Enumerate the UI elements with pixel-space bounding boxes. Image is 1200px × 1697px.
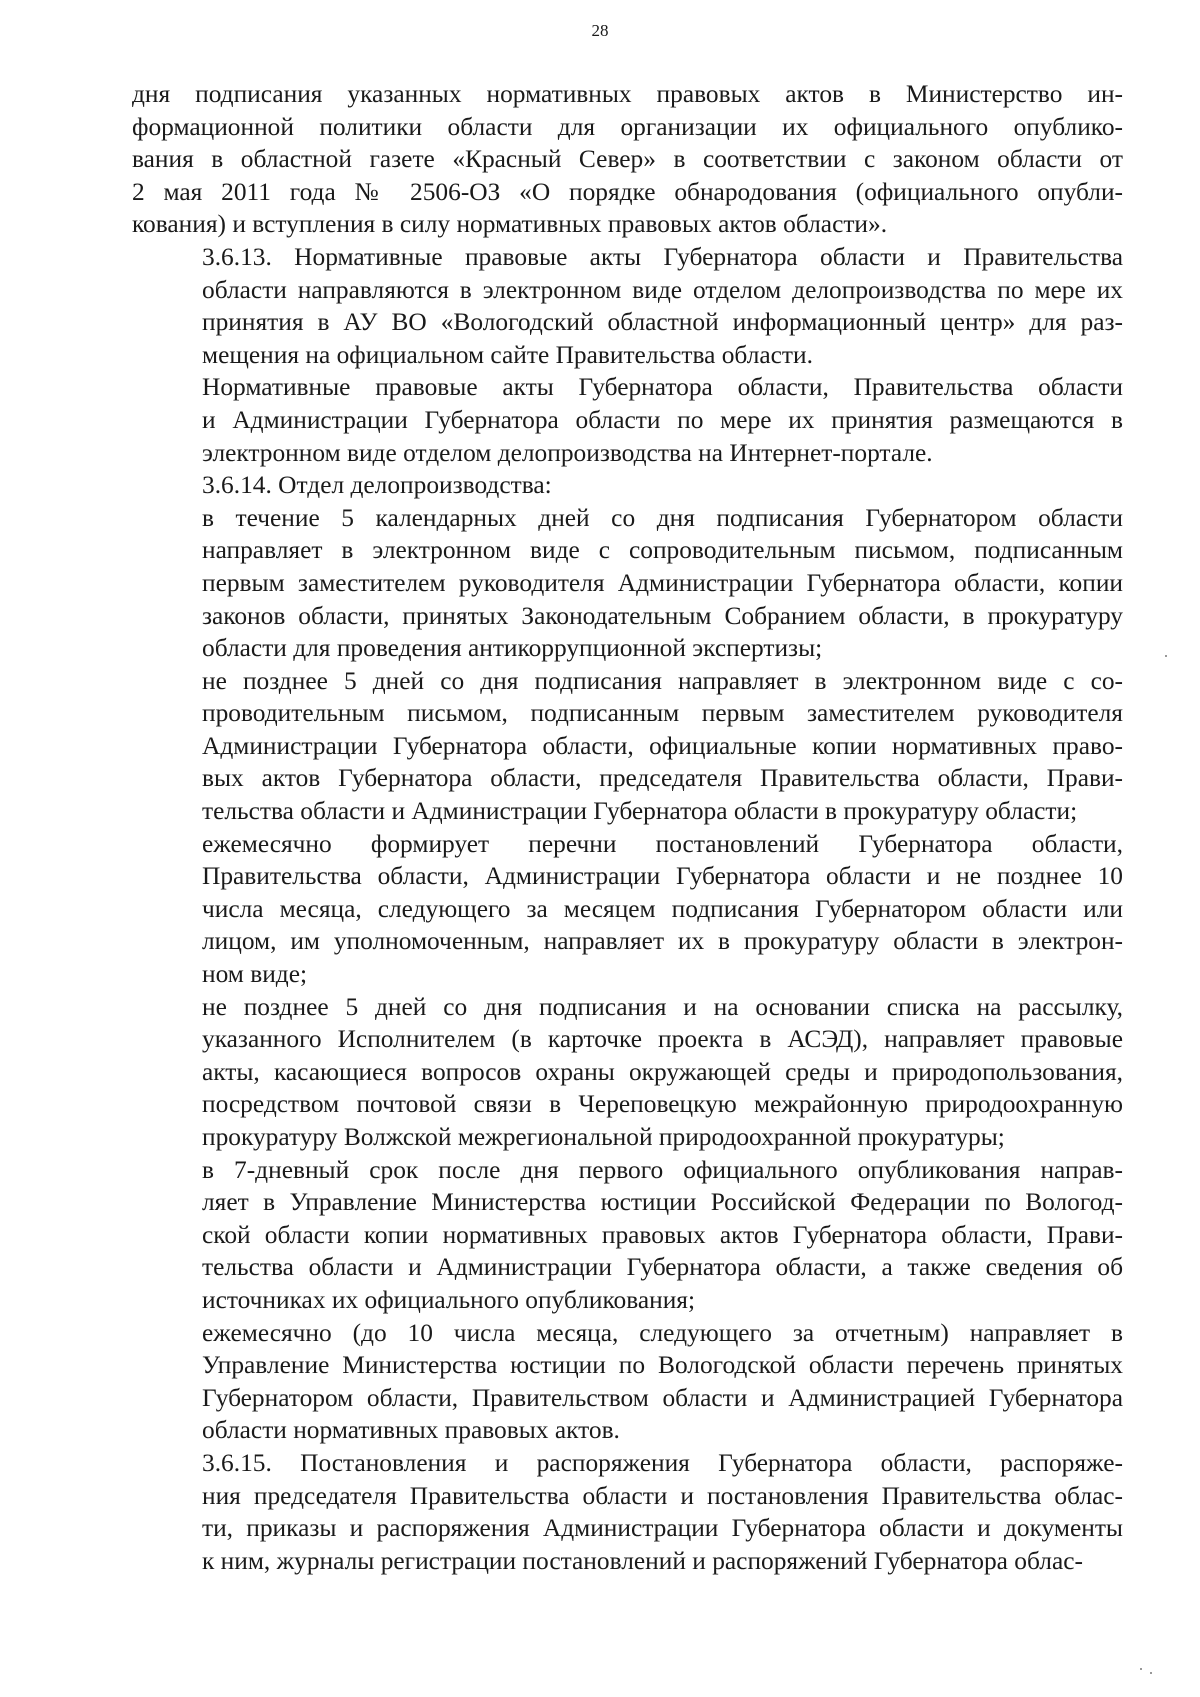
- paragraph: [132, 469, 1123, 502]
- paragraph: [132, 828, 1123, 991]
- text-line: не позднее 5 дней со дня подписания направляет в электронном виде с со-: [202, 666, 1123, 695]
- text-line: источниках их официального опубликования;: [202, 1285, 696, 1314]
- text-line: Управление Министерства юстиции по Вологодской области перечень принятых: [202, 1351, 1123, 1380]
- text-line: прокуратуру Волжской межрегиональной природоохранной прокуратуры;: [202, 1123, 1005, 1151]
- text-line: формационной политики области для организации их официального опублико-: [132, 112, 1123, 141]
- paragraph: [132, 1154, 1123, 1317]
- document-body: [132, 78, 1123, 1577]
- text-line: в течение 5 календарных дней со дня подписания Губернатором области: [202, 503, 1123, 532]
- paragraph: [132, 1447, 1123, 1577]
- paragraph: [132, 1317, 1123, 1447]
- text-line: тельства области и Администрации Губернатора области, а также сведения об: [202, 1253, 1123, 1282]
- text-line: в 7-дневный срок после дня первого официального опубликования направ-: [202, 1155, 1123, 1184]
- paragraph: [132, 665, 1123, 828]
- text-line: акты, касающиеся вопросов охраны окружающей среды и природопользования,: [202, 1057, 1123, 1086]
- page-number: 28: [591, 21, 609, 40]
- text-line: ном виде;: [202, 960, 308, 989]
- text-line: области для проведения антикоррупционной экспертизы;: [202, 634, 823, 663]
- text-line: направляет в электронном виде с сопроводительным письмом, подписанным: [202, 536, 1123, 565]
- text-line: к ним, журналы регистрации постановлений и распоряжений Губернатора облас-: [202, 1546, 1083, 1575]
- text-line: ти, приказы и распоряжения Администрации Губернатора области и документы: [202, 1514, 1123, 1543]
- text-line: ежемесячно (до 10 числа месяца, следующего за отчетным) направляет в: [202, 1318, 1123, 1347]
- text-line: области направляются в электронном виде отделом делопроизводства по мере их: [202, 275, 1123, 304]
- text-line: Губернатором области, Правительством области и Администрацией Губернатора: [202, 1383, 1123, 1412]
- text-line: мещения на официальном сайте Правительства области.: [202, 340, 813, 369]
- text-line: электронном виде отделом делопроизводства на Интернет-портале.: [202, 438, 933, 467]
- text-line: вания в областной газете «Красный Север» в соответствии с законом области от: [132, 145, 1123, 174]
- text-line: 3.6.15. Постановления и распоряжения Губернатора области, распоряже-: [202, 1448, 1123, 1477]
- paragraph: [132, 78, 1123, 241]
- scan-speck: [1150, 1672, 1152, 1674]
- text-line: Администрации Губернатора области, официальные копии нормативных право-: [202, 731, 1123, 760]
- text-line: лицом, им уполномоченным, направляет их в прокуратуру области в электрон-: [202, 927, 1123, 956]
- text-line: области нормативных правовых актов.: [202, 1416, 620, 1445]
- text-line: 3.6.14. Отдел делопроизводства:: [202, 471, 552, 500]
- text-line: вых актов Губернатора области, председателя Правительства области, Прави-: [202, 764, 1123, 793]
- text-line: 3.6.13. Нормативные правовые акты Губернатора области и Правительства: [202, 242, 1123, 271]
- text-line: посредством почтовой связи в Череповецкую межрайонную природоохранную: [202, 1090, 1123, 1119]
- text-line: первым заместителем руководителя Администрации Губернатора области, копии: [202, 568, 1123, 597]
- paragraph: [132, 241, 1123, 371]
- text-line: Нормативные правовые акты Губернатора области, Правительства области: [202, 373, 1123, 402]
- text-line: ния председателя Правительства области и постановления Правительства облас-: [202, 1481, 1123, 1510]
- paragraph: [132, 991, 1123, 1154]
- text-line: принятия в АУ ВО «Вологодский областной информационный центр» для раз-: [202, 308, 1123, 337]
- text-line: ской области копии нормативных правовых актов Губернатора области, Прави-: [202, 1220, 1123, 1249]
- scan-speck: [1165, 655, 1167, 657]
- text-line: 2 мая 2011 года № 2506-ОЗ «О порядке обнародования (официального опубли-: [132, 177, 1123, 206]
- scan-speck: [1140, 1668, 1142, 1670]
- text-line: и Администрации Губернатора области по мере их принятия размещаются в: [202, 405, 1123, 434]
- text-line: числа месяца, следующего за месяцем подписания Губернатором области или: [202, 894, 1123, 923]
- text-line: Правительства области, Администрации Губернатора области и не позднее 10: [202, 862, 1123, 891]
- text-line: указанного Исполнителем (в карточке проекта в АСЭД), направляет правовые: [202, 1025, 1123, 1054]
- text-line: ежемесячно формирует перечни постановлений Губернатора области,: [202, 829, 1123, 858]
- text-line: тельства области и Администрации Губернатора области в прокуратуру области;: [202, 797, 1078, 826]
- text-line: не позднее 5 дней со дня подписания и на основании списка на рассылку,: [202, 992, 1123, 1021]
- text-line: законов области, принятых Законодательным Собранием области, в прокуратуру: [202, 601, 1123, 630]
- paragraph: [132, 502, 1123, 665]
- text-line: дня подписания указанных нормативных правовых актов в Министерство ин-: [132, 80, 1123, 108]
- paragraph: [132, 371, 1123, 469]
- text-line: кования) и вступления в силу нормативных правовых актов области».: [132, 210, 888, 239]
- text-line: проводительным письмом, подписанным первым заместителем руководителя: [202, 699, 1123, 728]
- text-line: ляет в Управление Министерства юстиции Российской Федерации по Вологод-: [202, 1188, 1123, 1217]
